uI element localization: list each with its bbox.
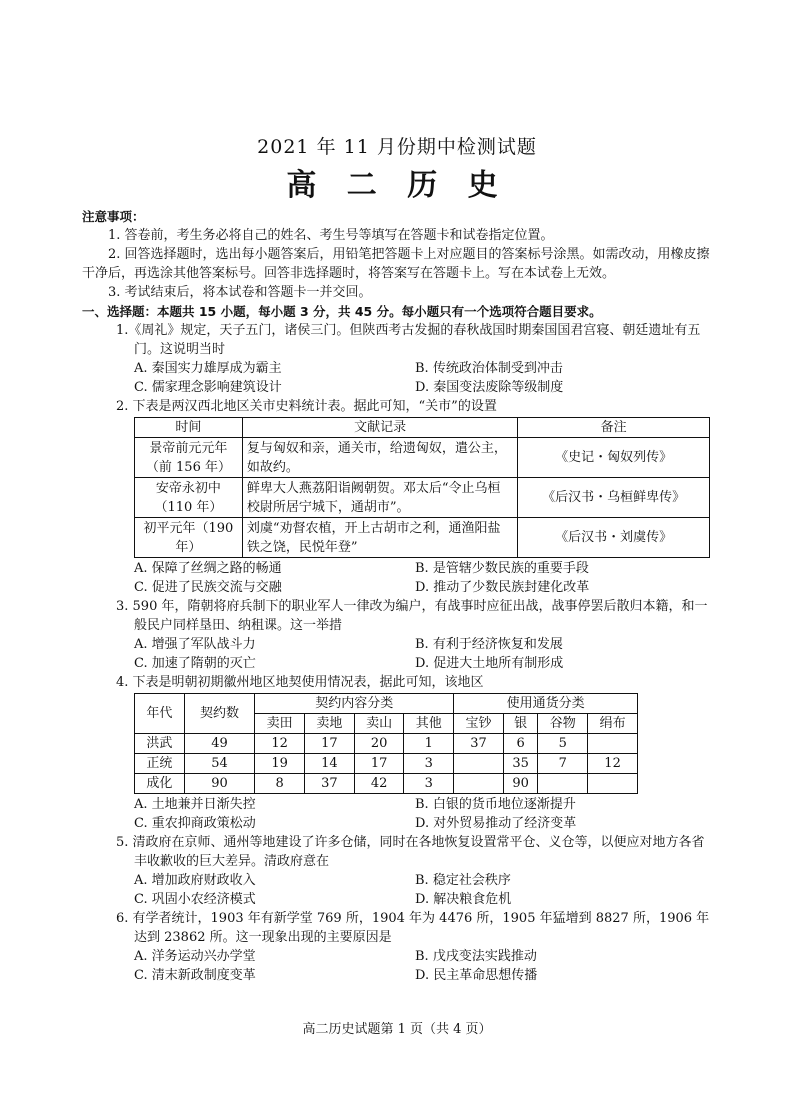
table-cell: 《史记・匈奴列传》 [518,438,710,478]
table-row [135,774,638,794]
question-6-stem: 6. 有学者统计，1903 年有新学堂 769 所，1904 年为 4476 所，1905 年猛增到 8827 所，1906 年达到 23862 所。这一现象出现的主要原因是 [116,911,710,945]
table-header: 备注 [518,418,710,438]
table-cell: 49 [184,734,255,754]
question-2-stem: 2. 下表是两汉西北地区关市史料统计表。据此可知，“关市”的设置 [116,399,497,414]
q1-option-b: B. 传统政治体制受到冲击 [415,361,563,376]
q2-option-c: C. 促进了民族交流与交融 [134,580,282,595]
notice-item-2: 2. 回答选择题时，选出每小题答案后，用铅笔把答题卡上对应题目的答案标号涂黑。如需改动，用橡皮擦干净后，再选涂其他答案标号。回答非选择题时，将答案写在答题卡上。写在本试卷上无效。 [82,247,710,281]
table-cell: 54 [184,754,255,774]
q5-option-a: A. 增加政府财政收入 [134,873,256,888]
table-cell [454,774,504,794]
subject-title: 高 二 历 史 [286,168,508,203]
question-2-options [82,559,712,597]
table-row [135,518,710,558]
question-2-table [134,417,710,558]
table-subheader: 其他 [404,714,454,734]
question-3-stem: 3. 590 年，隋朝将府兵制下的职业军人一律改为编户，有战事时应征出战，战事停罢后散归本籍，和一般民户同样垦田、纳租课。这一举措 [116,599,708,633]
table-cell: 37 [305,774,355,794]
table-header: 年代 [135,694,185,734]
q4-option-b: B. 白银的货币地位逐渐提升 [415,797,576,812]
page-footer: 高二历史试题第 1 页（共 4 页） [302,1022,492,1037]
table-header: 使用通货分类 [454,694,638,714]
q3-option-a: A. 增强了军队战斗力 [134,637,256,652]
table-cell: 17 [354,754,404,774]
question-4-options [82,795,712,833]
table-cell: 7 [538,754,588,774]
table-header: 契约数 [184,694,255,734]
table-cell: 《后汉书・刘虞传》 [518,518,710,558]
table-cell: 17 [305,734,355,754]
q1-option-d: D. 秦国变法废除等级制度 [415,380,564,395]
table-header: 契约内容分类 [255,694,454,714]
table-header: 文献记录 [242,418,517,438]
table-cell: 5 [538,734,588,754]
table-cell: 成化 [135,774,185,794]
table-cell: 3 [404,774,454,794]
table-subheader: 卖地 [305,714,355,734]
q2-option-d: D. 推动了少数民族封建化改革 [415,580,590,595]
q6-option-b: B. 戊戌变法实践推动 [415,949,537,964]
q3-option-b: B. 有利于经济恢复和发展 [415,637,563,652]
q2-option-a: A. 保障了丝绸之路的畅通 [134,561,282,576]
table-cell: 1 [404,734,454,754]
table-cell: 8 [255,774,305,794]
q1-option-a: A. 秦国实力雄厚成为霸主 [134,361,282,376]
q2-option-b: B. 是管辖少数民族的重要手段 [415,561,589,576]
question-1-options [82,359,712,397]
table-subheader: 卖山 [354,714,404,734]
table-cell: 鲜卑大人燕荔阳诣阙朝贺。邓太后“令止乌桓校尉所居宁城下，通胡市”。 [242,478,517,518]
table-cell: 12 [255,734,305,754]
table-row [135,438,710,478]
table-cell: 《后汉书・乌桓鲜卑传》 [518,478,710,518]
question-1-stem: 1.《周礼》规定，天子五门，诸侯三门。但陕西考古发掘的春秋战国时期秦国国君宫寝、朝廷遗址有五门。这说明当时 [116,323,701,357]
table-row [135,754,638,774]
table-cell: 安帝永初中（110 年） [135,478,243,518]
q4-option-c: C. 重农抑商政策松动 [134,816,256,831]
q3-option-c: C. 加速了隋朝的灭亡 [134,656,256,671]
table-subheader: 绢布 [588,714,638,734]
exam-title: 2021 年 11 月份期中检测试题 [257,136,537,158]
q5-option-c: C. 巩固小农经济模式 [134,892,256,907]
table-cell: 90 [184,774,255,794]
table-cell: 19 [255,754,305,774]
table-cell: 6 [503,734,538,754]
table-cell: 复与匈奴和亲，通关市，给遗匈奴，遣公主，如故约。 [242,438,517,478]
notice-heading: 注意事项： [82,209,145,224]
table-cell: 3 [404,754,454,774]
table-cell: 37 [454,734,504,754]
section-heading: 一、选择题：本题共 15 小题，每小题 3 分，共 45 分。每小题只有一个选项符合题目要求。 [82,304,602,319]
table-header-row [135,694,638,714]
q1-option-c: C. 儒家理念影响建筑设计 [134,380,282,395]
q4-option-a: A. 土地兼并日渐失控 [134,797,256,812]
table-subheader: 宝钞 [454,714,504,734]
q6-option-a: A. 洋务运动兴办学堂 [134,949,256,964]
question-5-options [82,871,712,909]
table-cell [588,734,638,754]
notice-item-1: 1. 答卷前，考生务必将自己的姓名、考生号等填写在答题卡和试卷指定位置。 [108,228,554,243]
exam-content [82,207,712,985]
table-header: 时间 [135,418,243,438]
q5-option-d: D. 解决粮食危机 [415,892,512,907]
table-cell [538,774,588,794]
table-subheader: 谷物 [538,714,588,734]
table-cell: 90 [503,774,538,794]
q6-option-c: C. 清末新政制度变革 [134,968,256,983]
table-row [135,478,710,518]
question-4-stem: 4. 下表是明朝初期徽州地区地契使用情况表，据此可知，该地区 [116,675,484,690]
table-subheader: 卖田 [255,714,305,734]
q6-option-d: D. 民主革命思想传播 [415,968,538,983]
q3-option-d: D. 促进大土地所有制形成 [415,656,564,671]
question-4-table [134,693,638,794]
table-cell: 洪武 [135,734,185,754]
table-cell: 12 [588,754,638,774]
table-cell: 景帝前元元年（前 156 年） [135,438,243,478]
question-3-options [82,635,712,673]
table-cell: 刘虞“劝督农植，开上古胡市之利，通渔阳盐铁之饶，民悦年登” [242,518,517,558]
table-cell: 14 [305,754,355,774]
table-row [135,734,638,754]
table-cell: 42 [354,774,404,794]
table-subheader: 银 [503,714,538,734]
table-cell [454,754,504,774]
question-6-options [82,947,712,985]
table-cell: 20 [354,734,404,754]
notice-item-3: 3. 考试结束后，将本试卷和答题卡一并交回。 [108,285,372,300]
table-header-row [135,418,710,438]
table-cell [588,774,638,794]
table-cell: 35 [503,754,538,774]
question-5-stem: 5. 清政府在京师、通州等地建设了许多仓储，同时在各地恢复设置常平仓、义仓等，以便应对地方各省丰收歉收的巨大差异。清政府意在 [116,835,705,869]
q5-option-b: B. 稳定社会秩序 [415,873,511,888]
table-cell: 初平元年（190 年） [135,518,243,558]
table-cell: 正统 [135,754,185,774]
q4-option-d: D. 对外贸易推动了经济变革 [415,816,577,831]
